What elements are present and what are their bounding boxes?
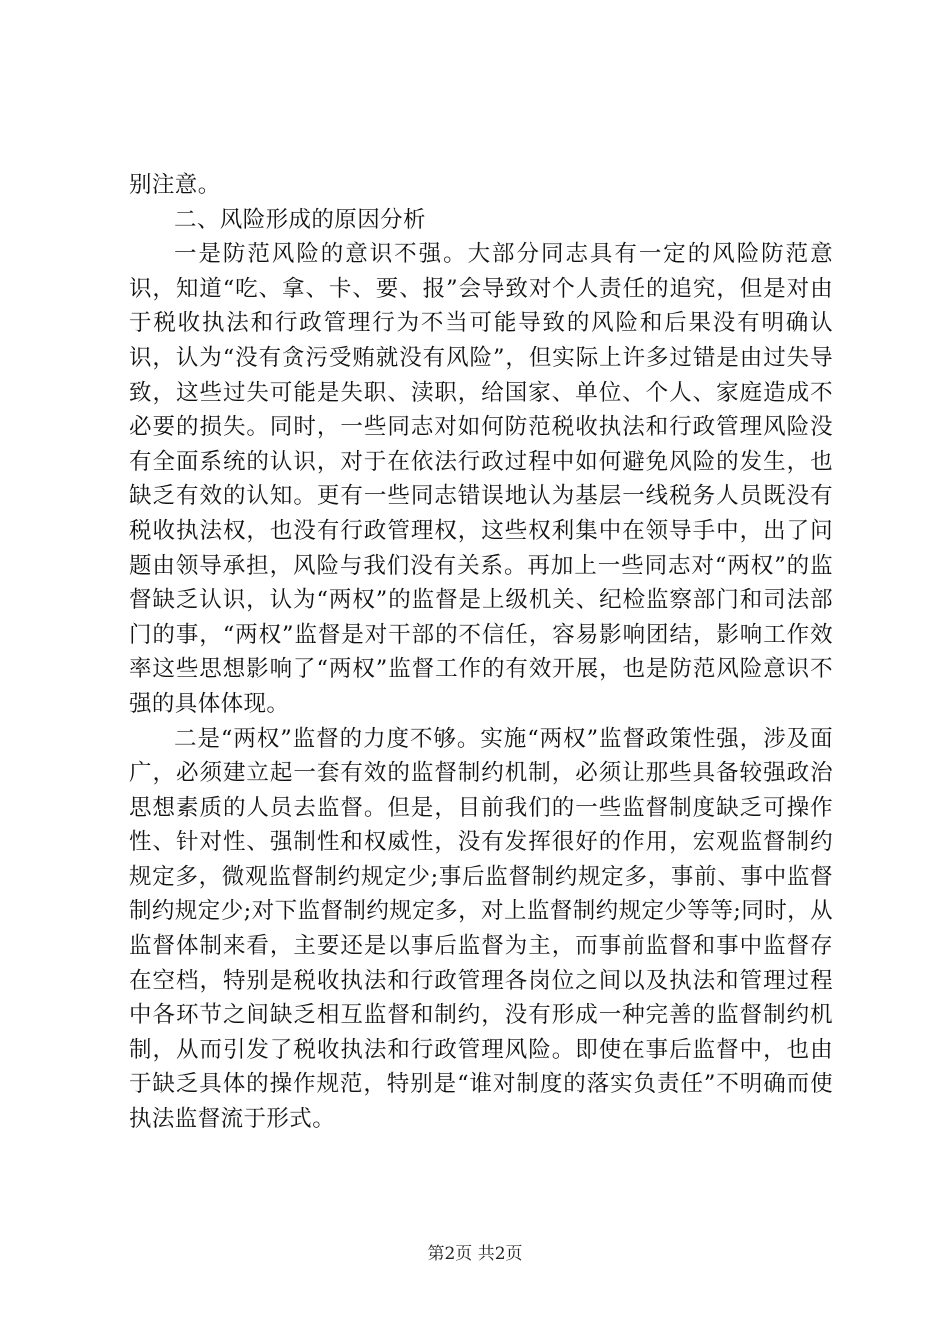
section-heading: 二、风险形成的原因分析 [174, 206, 426, 233]
paragraph-awareness: 一是防范风险的意识不强。大部分同志具有一定的风险防范意识，知道“吃、拿、卡、要、报”会导致对个人责任的追究，但是对由于税收执法和行政管理行为不当可能导致的风险和后果没有明确认识，认为“没有贪污受贿就没有风险”，但实际上许多过错是由过失导致，这些过失可能是失职、渎职，给国家、单位、个人、家庭造成不必要的损失。同时，一些同志对如何防范税收执法和行政管理风险没有全面系统的认识，对于在依法行政过程中如何避免风险的发生，也缺乏有效的认知。更有一些同志错误地认为基层一线税务人员既没有税收执法权，也没有行政管理权，这些权利集中在领导手中，出了问题由领导承担，风险与我们没有关系。再加上一些同志对“两权”的监督缺乏认识，认为“两权”的监督是上级机关、纪检监察部门和司法部门的事，“两权”监督是对干部的不信任，容易影响团结，影响工作效率这些思想影响了“两权”监督工作的有效开展，也是防范风险意识不强的具体体现。 [129, 241, 833, 717]
paragraph-supervision: 二是“两权”监督的力度不够。实施“两权”监督政策性强，涉及面广，必须建立起一套有效的监督制约机制，必须让那些具备较强政治思想素质的人员去监督。但是，目前我们的一些监督制度缺乏可操作性、针对性、强制性和权威性，没有发挥很好的作用，宏观监督制约规定多，微观监督制约规定少;事后监督制约规定多，事前、事中监督制约规定少;对下监督制约规定多，对上监督制约规定少等等;同时，从监督体制来看，主要还是以事后监督为主，而事前监督和事中监督存在空档，特别是税收执法和行政管理各岗位之间以及执法和管理过程中各环节之间缺乏相互监督和制约，没有形成一种完善的监督制约机制，从而引发了税收执法和行政管理风险。即使在事后监督中，也由于缺乏具体的操作规范，特别是“谁对制度的落实负责任”不明确而使执法监督流于形式。 [129, 725, 833, 1133]
document-body [129, 168, 833, 1137]
paragraph-continuation: 别注意。 [129, 172, 221, 198]
page-number: 第2页 共2页 [427, 1244, 523, 1264]
